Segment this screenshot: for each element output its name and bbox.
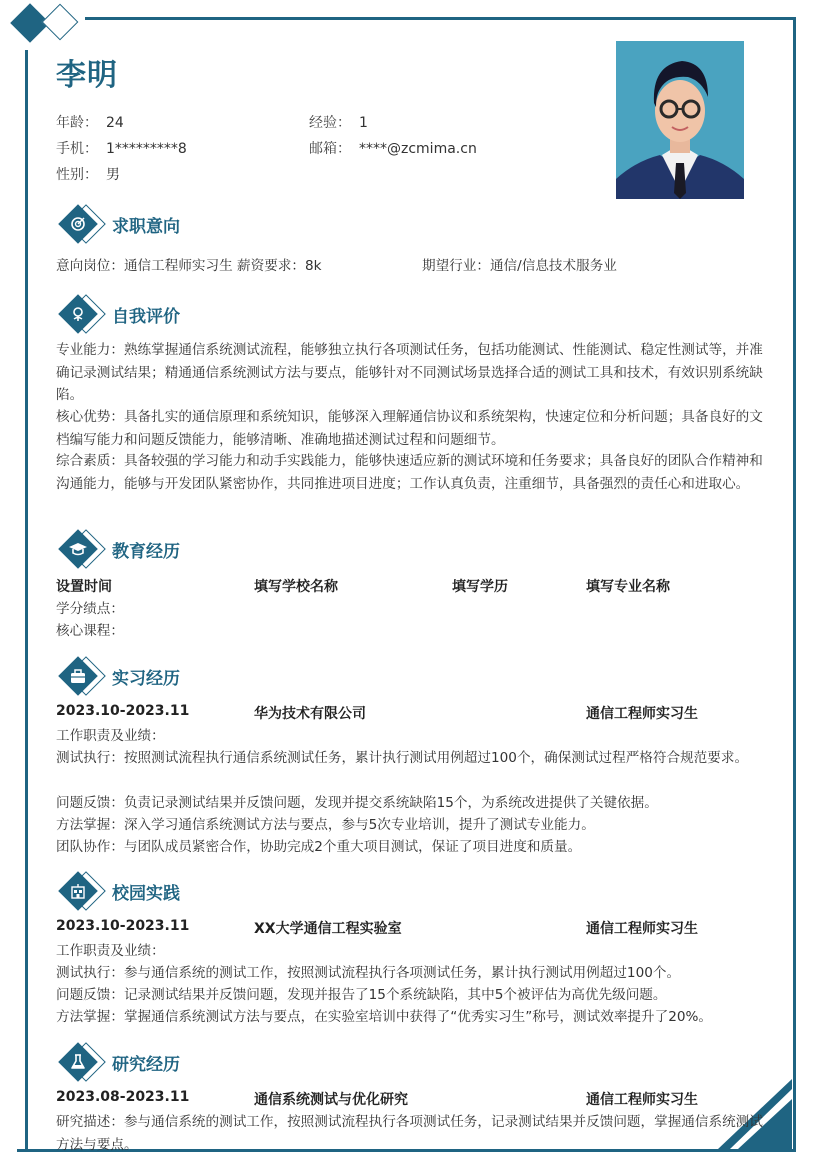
self-eval-paragraph: 专业能力：熟练掌握通信系统测试流程，能够独立执行各项测试任务，包括功能测试、性能测试、稳定性测试等，并准确记录测试结果；精通通信系统测试方法与要点，能够针对不同测试场景选择合适的测试工具和技术，有效识别系统缺陷。 <box>56 342 763 403</box>
section-title: 校园实践 <box>112 883 180 904</box>
internship-item: 方法掌握：深入学习通信系统测试方法与要点，参与5次专业培训，提升了测试专业能力。 <box>56 817 595 833</box>
intention-position: 意向岗位：通信工程师实习生 薪资要求：8k <box>56 258 322 274</box>
internship-company: 华为技术有限公司 <box>254 706 366 722</box>
self-eval-paragraph: 综合素质：具备较强的学习能力和动手实践能力，能够快速适应新的测试环境和任务要求；具备良好的团队合作精神和沟通能力，能够与开发团队紧密协作，共同推进项目进度；工作认真负责，注重细节，具备强烈的责任心和进取心。 <box>56 453 763 492</box>
section-header-research <box>58 1042 180 1082</box>
section-header-education <box>58 529 180 569</box>
intention-industry: 期望行业：通信/信息技术服务业 <box>422 258 617 274</box>
education-degree: 填写学历 <box>452 579 508 595</box>
education-major: 填写专业名称 <box>586 579 670 595</box>
section-header-internship <box>58 656 180 696</box>
frame-right-border <box>793 17 796 1152</box>
experience-value: 1 <box>359 115 368 131</box>
internship-item: 团队协作：与团队成员紧密合作，协助完成2个重大项目测试，保证了项目进度和质量。 <box>56 839 582 855</box>
research-topic: 通信系统测试与优化研究 <box>254 1092 408 1108</box>
education-school: 填写学校名称 <box>254 579 338 595</box>
education-time: 设置时间 <box>56 579 112 595</box>
frame-top-border <box>85 17 796 20</box>
campus-item: 方法掌握：掌握通信系统测试方法与要点，在实验室培训中获得了“优秀实习生”称号，测试效率提升了20%。 <box>56 1009 713 1025</box>
campus-duties-label: 工作职责及业绩： <box>56 943 165 959</box>
campus-row <box>56 918 768 940</box>
section-title: 自我评价 <box>112 306 180 327</box>
education-row <box>56 576 768 598</box>
campus-org: XX大学通信工程实验室 <box>254 921 402 937</box>
graduation-cap-icon <box>58 529 108 569</box>
age-row <box>56 112 124 132</box>
internship-item: 问题反馈：负责记录测试结果并反馈问题，发现并提交系统缺陷15个，为系统改进提供了关键依据。 <box>56 795 658 811</box>
education-gpa-label: 学分绩点： <box>56 601 124 617</box>
campus-role: 通信工程师实习生 <box>586 921 698 937</box>
phone-row <box>56 138 187 158</box>
campus-item: 测试执行：参与通信系统的测试工作，按照测试流程执行各项测试任务，累计执行测试用例超过100个。 <box>56 965 681 981</box>
section-title: 实习经历 <box>112 668 180 689</box>
internship-duties-label: 工作职责及业绩： <box>56 728 165 744</box>
internship-role: 通信工程师实习生 <box>586 706 698 722</box>
education-courses-label: 核心课程： <box>56 623 124 639</box>
campus-period: 2023.10-2023.11 <box>56 918 190 934</box>
building-icon <box>58 871 108 911</box>
section-header-intention <box>58 204 180 244</box>
frame-left-border <box>25 50 28 1152</box>
research-description: 研究描述：参与通信系统的测试工作，按照测试流程执行各项测试任务，记录测试结果并反馈问题，掌握通信系统测试方法与要点。 <box>56 1114 763 1153</box>
gender-row <box>56 164 120 184</box>
diamond-outline-icon <box>42 4 79 41</box>
phone-label: 手机： <box>56 141 98 157</box>
section-header-campus <box>58 871 180 911</box>
section-title: 教育经历 <box>112 541 180 562</box>
flask-icon <box>58 1042 108 1082</box>
gender-value: 男 <box>106 167 120 183</box>
research-row <box>56 1089 768 1111</box>
flower-icon <box>58 294 108 334</box>
experience-label: 经验： <box>309 115 351 131</box>
internship-item: 测试执行：按照测试流程执行通信系统测试任务，累计执行测试用例超过100个，确保测试过程严格符合规范要求。 <box>56 750 749 766</box>
internship-period: 2023.10-2023.11 <box>56 703 190 719</box>
research-period: 2023.08-2023.11 <box>56 1089 190 1105</box>
age-value: 24 <box>106 115 124 131</box>
research-role: 通信工程师实习生 <box>586 1092 698 1108</box>
target-icon <box>58 204 108 244</box>
candidate-name: 李明 <box>56 58 118 93</box>
section-title: 研究经历 <box>112 1054 180 1075</box>
self-eval-paragraph: 核心优势：具备扎实的通信原理和系统知识，能够深入理解通信协议和系统架构，快速定位和分析问题；具备良好的文档编写能力和问题反馈能力，能够清晰、准确地描述测试过程和问题细节。 <box>56 409 763 448</box>
email-label: 邮箱： <box>309 141 351 157</box>
experience-row <box>309 112 368 132</box>
campus-item: 问题反馈：记录测试结果并反馈问题，发现并报告了15个系统缺陷，其中5个被评估为高优先级问题。 <box>56 987 667 1003</box>
internship-row <box>56 703 768 725</box>
section-title: 求职意向 <box>112 216 180 237</box>
profile-photo <box>616 41 744 199</box>
phone-value: 1*********8 <box>106 141 187 157</box>
gender-label: 性别： <box>56 167 98 183</box>
section-header-self-eval <box>58 294 180 334</box>
email-row <box>309 138 477 158</box>
age-label: 年龄： <box>56 115 98 131</box>
email-value: ****@zcmima.cn <box>359 141 477 157</box>
briefcase-icon <box>58 656 108 696</box>
